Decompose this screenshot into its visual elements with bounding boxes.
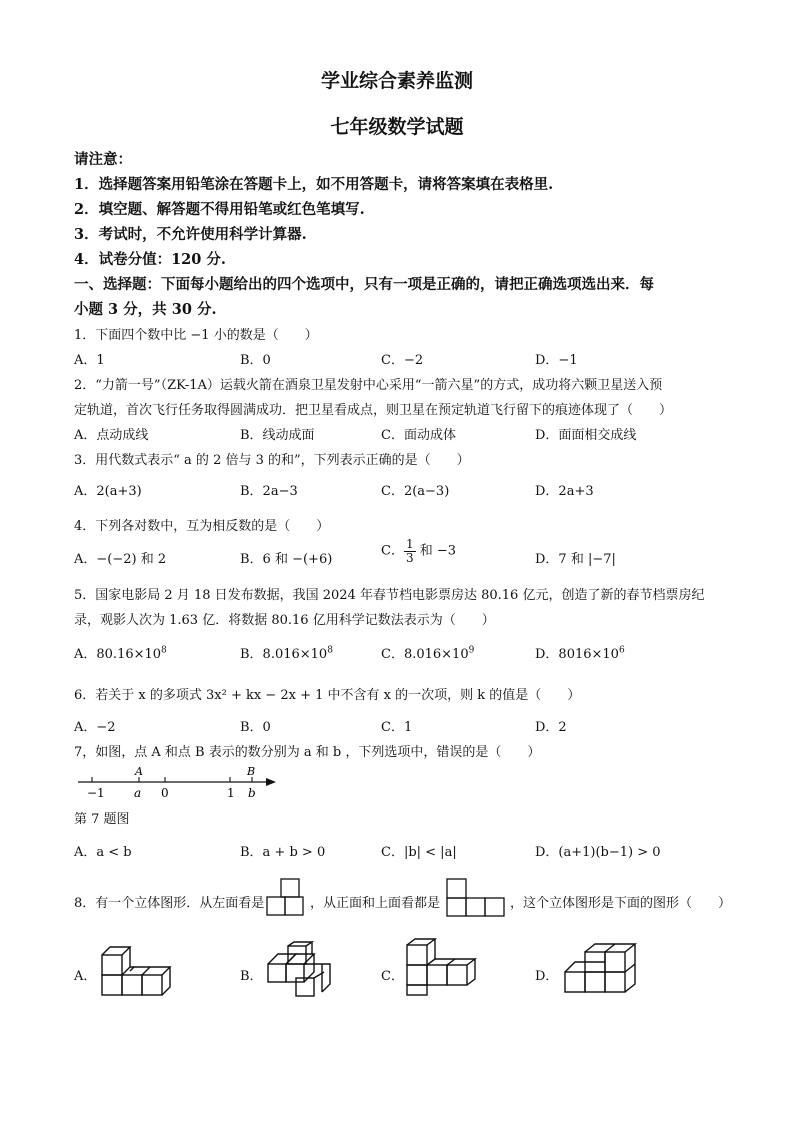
question-6-stem: 6．若关于 x 的多项式 3x² + kx − 2x + 1 中不含有 x 的一次项，则 k 的值是（ ） bbox=[74, 688, 581, 703]
front-top-view-icon bbox=[446, 878, 508, 918]
question-8-stem-part1: 8．有一个立体图形．从左面看是 bbox=[74, 896, 265, 911]
question-4-option-c-letter: C． bbox=[381, 543, 404, 559]
question-8-option-d[interactable]: D． bbox=[535, 969, 559, 984]
fraction-denominator: 3 bbox=[405, 551, 414, 565]
label-zero: 0 bbox=[161, 786, 169, 800]
question-3-option-a[interactable]: A．2(a+3) bbox=[74, 484, 142, 499]
notice-item-3: 3．考试时，不允许使用科学计算器. bbox=[74, 226, 307, 243]
question-5-option-a[interactable] bbox=[74, 643, 167, 662]
option-b-exponent: 8 bbox=[327, 645, 333, 656]
question-2-option-d[interactable]: D．面面相交成线 bbox=[535, 428, 637, 443]
question-6-option-d[interactable]: D．2 bbox=[535, 720, 567, 735]
question-5-option-d[interactable] bbox=[535, 643, 625, 662]
question-1-option-c[interactable]: C．−2 bbox=[381, 353, 424, 368]
notice-item-2: 2．填空题、解答题不得用铅笔或红色笔填写. bbox=[74, 201, 365, 218]
cube-figure-b-icon bbox=[266, 942, 346, 1002]
option-c-base: C．8.016×10 bbox=[381, 647, 469, 662]
question-6-option-c[interactable]: C．1 bbox=[381, 720, 413, 735]
label-b: b bbox=[248, 786, 256, 800]
question-2-stem: 2．“力箭一号”（ZK-1A）运载火箭在酒泉卫星发射中心采用“一箭六星”的方式，成功将六颗卫星送入预 bbox=[74, 378, 663, 393]
question-4-option-d[interactable]: D．7 和 |−7| bbox=[535, 552, 616, 567]
question-1-option-b[interactable]: B．0 bbox=[240, 353, 271, 368]
question-8-option-c[interactable]: C． bbox=[381, 969, 404, 984]
question-2-option-a[interactable]: A．点动成线 bbox=[74, 428, 149, 443]
question-1-option-d[interactable]: D．−1 bbox=[535, 353, 578, 368]
option-b-base: B．8.016×10 bbox=[240, 647, 328, 662]
exam-subtitle: 七年级数学试题 bbox=[330, 116, 464, 138]
question-7-option-d[interactable]: D．(a+1)(b−1) > 0 bbox=[535, 845, 661, 860]
question-8-stem-part3: ，这个立体图形是下面的图形（ ） bbox=[510, 896, 732, 911]
cube-figure-a-icon bbox=[100, 945, 180, 1001]
question-1-stem: 1．下面四个数中比 −1 小的数是（ ） bbox=[74, 328, 318, 343]
option-c-exponent: 9 bbox=[468, 645, 475, 656]
label-point-a: A bbox=[135, 765, 143, 778]
notice-item-1: 1．选择题答案用铅笔涂在答题卡上，如不用答题卡，请将答案填在表格里. bbox=[74, 176, 554, 193]
label-minus-one: −1 bbox=[87, 786, 105, 800]
exam-title: 学业综合素养监测 bbox=[320, 70, 473, 92]
section-1-instructions-cont: 小题 3 分，共 30 分. bbox=[74, 301, 217, 318]
option-d-base: D．8016×10 bbox=[535, 647, 619, 662]
question-4-option-a[interactable]: A．−(−2) 和 2 bbox=[74, 552, 167, 567]
question-5-option-b[interactable] bbox=[240, 643, 333, 662]
label-one: 1 bbox=[227, 786, 235, 800]
question-6-option-a[interactable]: A．−2 bbox=[74, 720, 116, 735]
option-d-exponent: 6 bbox=[618, 645, 625, 656]
option-a-exponent: 8 bbox=[161, 645, 167, 656]
question-3-option-d[interactable]: D．2a+3 bbox=[535, 484, 594, 499]
cube-figure-d-icon bbox=[563, 942, 653, 1002]
question-4-stem: 4．下列各对数中，互为相反数的是（ ） bbox=[74, 519, 330, 534]
figure-7-caption: 第 7 题图 bbox=[74, 812, 130, 827]
question-2-stem-cont: 定轨道，首次飞行任务取得圆满成功．把卫星看成点，则卫星在预定轨道飞行留下的痕迹体现了（ ） bbox=[74, 403, 673, 418]
fraction-numerator: 1 bbox=[405, 537, 414, 551]
question-1-option-a[interactable]: A．1 bbox=[74, 353, 105, 368]
question-8-option-b[interactable]: B． bbox=[240, 969, 263, 984]
question-5-stem-cont: 录，观影人次为 1.63 亿．将数据 80.16 亿用科学记数法表示为（ ） bbox=[74, 613, 495, 628]
question-3-option-c[interactable]: C．2(a−3) bbox=[381, 484, 450, 499]
cube-figure-c-icon bbox=[405, 943, 495, 999]
question-2-option-c[interactable]: C．面动成体 bbox=[381, 428, 456, 443]
question-8-stem-part2: ，从正面和上面看都是 bbox=[310, 896, 441, 911]
section-1-instructions: 一、选择题：下面每小题给出的四个选项中，只有一项是正确的，请把正确选项选出来．每 bbox=[74, 276, 654, 293]
label-point-b: B bbox=[247, 765, 256, 778]
question-4-option-c-rest: 和 −3 bbox=[419, 543, 457, 559]
notice-item-4: 4．试卷分值：120 分. bbox=[74, 251, 226, 268]
question-6-option-b[interactable]: B．0 bbox=[240, 720, 271, 735]
notice-heading: 请注意： bbox=[74, 151, 132, 168]
left-view-icon bbox=[266, 878, 306, 918]
question-7-stem: 7，如图，点 A 和点 B 表示的数分别为 a 和 b ，下列选项中，错误的是（ ） bbox=[74, 745, 541, 760]
question-2-option-b[interactable]: B．线动成面 bbox=[240, 428, 315, 443]
number-line-arrow-icon bbox=[266, 778, 276, 786]
question-5-stem: 5．国家电影局 2 月 18 日发布数据，我国 2024 年春节档电影票房达 80.16 亿元，创造了新的春节档票房纪 bbox=[74, 588, 705, 603]
question-4-option-b[interactable]: B．6 和 −(+6) bbox=[240, 552, 333, 567]
question-8-option-a[interactable]: A． bbox=[74, 969, 97, 984]
question-4-option-c[interactable] bbox=[381, 538, 456, 564]
question-7-option-c[interactable]: C．|b| < |a| bbox=[381, 845, 457, 860]
question-5-option-c[interactable] bbox=[381, 643, 474, 662]
label-a: a bbox=[134, 786, 142, 800]
question-7-option-b[interactable]: B．a + b > 0 bbox=[240, 845, 326, 860]
question-7-option-a[interactable]: A．a < b bbox=[74, 845, 132, 860]
option-a-base: A．80.16×10 bbox=[74, 647, 162, 662]
fraction-one-third bbox=[404, 538, 416, 564]
question-3-option-b[interactable]: B．2a−3 bbox=[240, 484, 298, 499]
question-3-stem: 3．用代数式表示“ a 的 2 倍与 3 的和”，下列表示正确的是（ ） bbox=[74, 453, 470, 468]
